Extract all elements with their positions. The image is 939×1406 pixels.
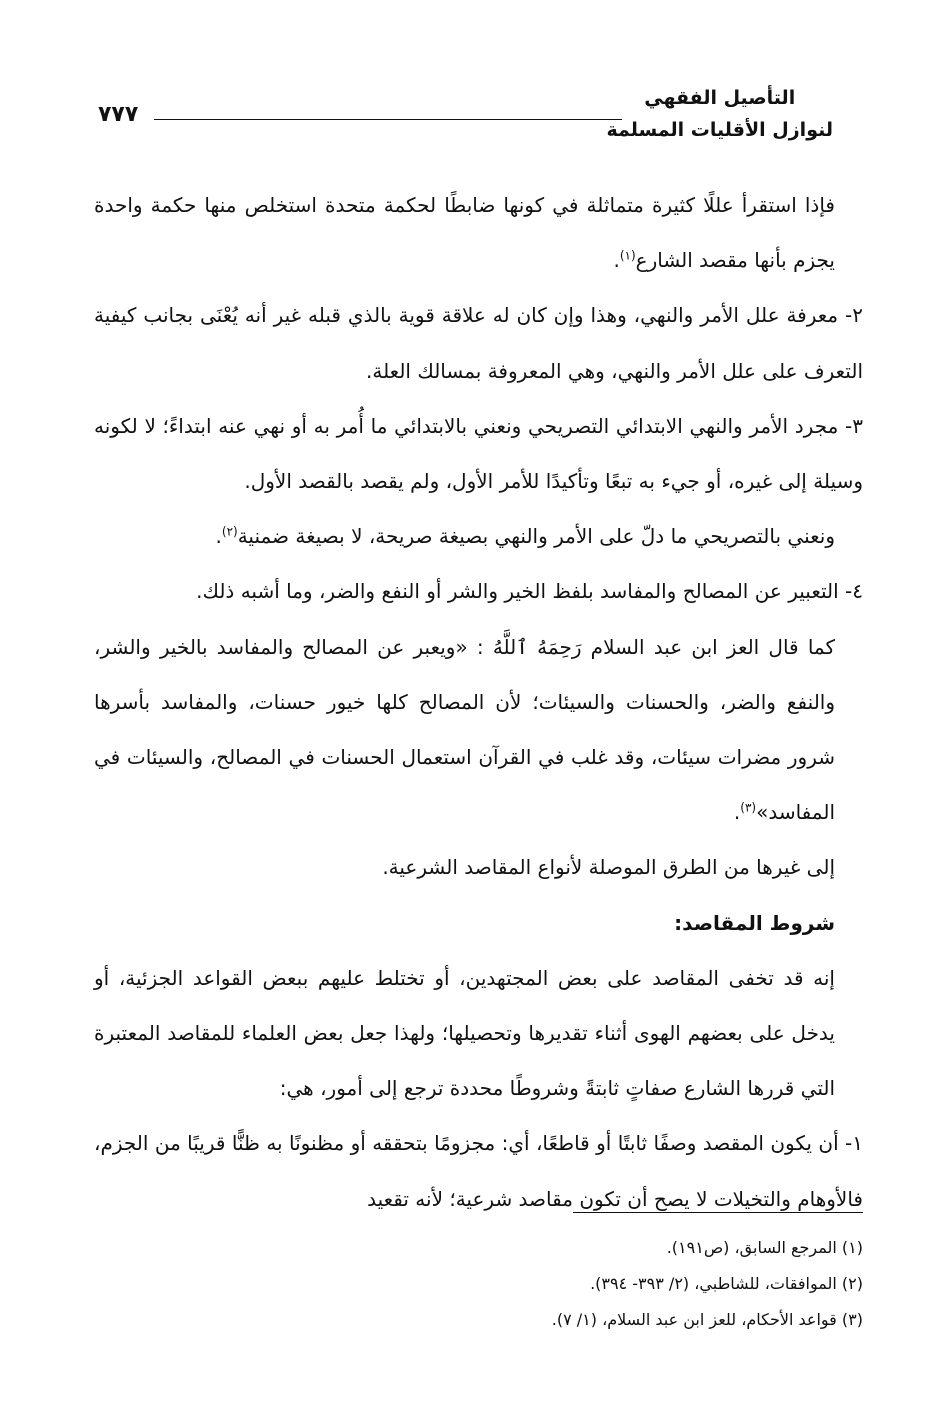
paragraph: ونعني بالتصريحي ما دلّ على الأمر والنهي بصيغة صريحة، لا بصيغة ضمنية$^{(٢)}$.	[215, 524, 835, 549]
page-number: ٧٧٧	[98, 102, 139, 127]
running-title-line1: التأصيل الفقهي	[644, 87, 796, 109]
section-heading: شروط المقاصد:	[674, 910, 835, 935]
running-title-line2: لنوازل الأقليات المسلمة	[606, 119, 833, 141]
paragraph: إلى غيرها من الطرق الموصلة لأنواع المقاصد الشرعية.	[382, 855, 835, 880]
paragraph: كما قال العز ابن عبد السلام رَحِمَهُ ٱللَّهُ : «ويعبر عن المصالح والمفاسد بالخير والشر، والنفع والضر، والحسنات والسيئات؛ لأن المصالح كلها خيور حسنات، والمفاسد بأسرها شرور مضرات سيئات، وقد غلب في القرآن استعمال الحسنات في المصالح، والسيئات في المفاسد»$^{(٣)}$.	[94, 634, 835, 825]
footnote-ref: (٣)	[740, 800, 757, 815]
running-title	[606, 82, 833, 146]
paragraph: إنه قد تخفى المقاصد على بعض المجتهدين، أو تختلط عليهم ببعض القواعد الجزئية، أو يدخل على بعضهم الهوى أثناء تقديرها وتحصيلها؛ ولهذا جعل بعض العلماء للمقاصد المعتبرة التي قررها الشارع صفاتٍ ثابتةً وشروطًا محددة ترجع إلى أمور، هي:	[94, 965, 835, 1101]
list-item: ٢- معرفة علل الأمر والنهي، وهذا وإن كان له علاقة قوية بالذي قبله غير أنه يُعْنَى بجانب كيفية التعرف على علل الأمر والنهي، وهي المعروفة بمسالك العلة.	[94, 303, 863, 383]
list-item: ٤- التعبير عن المصالح والمفاسد بلفظ الخير والشر أو النفع والضر، وما أشبه ذلك.	[196, 579, 863, 604]
footnote-ref: (٢)	[221, 524, 238, 539]
paragraph: فإذا استقرأ عللًا كثيرة متماثلة في كونها ضابطًا لحكمة متحدة استخلص منها حكمة واحدة يجزم بأنها مقصد الشارع$^{(١)}$.	[94, 193, 835, 273]
footnote-rule	[573, 1212, 863, 1213]
footnotes	[94, 1230, 863, 1338]
list-item: ١- أن يكون المقصد وصفًا ثابتًا أو قاطعًا، أي: مجزومًا بتحققه أو مظنونًا به ظنًّا قريبًا من الجزم، فالأوهام والتخيلات لا يصح أن تكون مقاصد شرعية؛ لأنه تقعيد	[94, 1131, 863, 1211]
body-text	[94, 178, 863, 1227]
footnote-ref: (١)	[619, 248, 636, 263]
header-rule	[154, 119, 622, 120]
footnote: (٢) الموافقات، للشاطبي، (٢/ ٣٩٣- ٣٩٤).	[590, 1274, 863, 1293]
footnote: (٣) قواعد الأحكام، للعز ابن عبد السلام، (١/ ٧).	[551, 1310, 863, 1329]
list-item: ٣- مجرد الأمر والنهي الابتدائي التصريحي ونعني بالابتدائي ما أُمر به أو نهي عنه ابتداءً؛ لا لكونه وسيلة إلى غيره، أو جيء به تبعًا وتأكيدًا للأمر الأول، ولم يقصد بالقصد الأول.	[94, 413, 863, 494]
footnote: (١) المرجع السابق، (ص١٩١).	[666, 1238, 863, 1257]
page-header	[98, 82, 833, 152]
